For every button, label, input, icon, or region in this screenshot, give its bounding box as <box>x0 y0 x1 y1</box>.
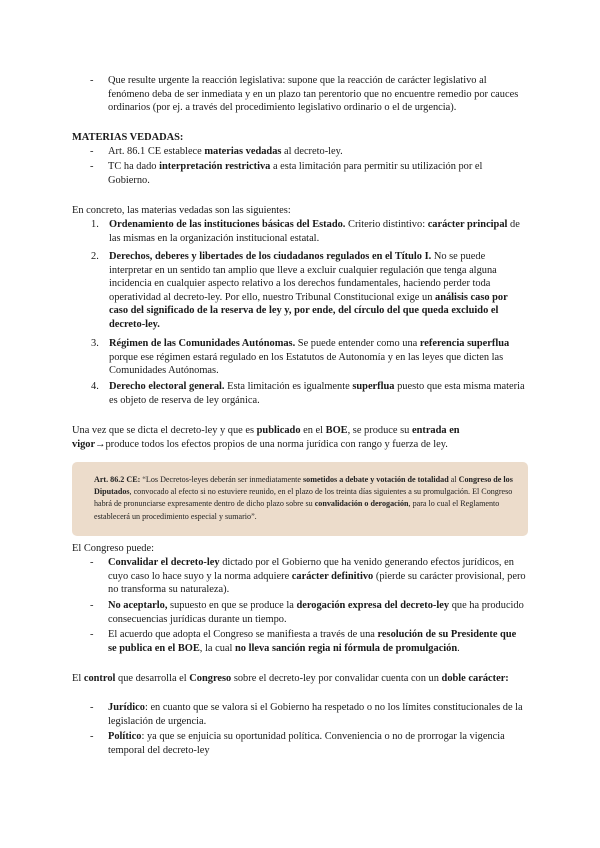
list-item-text: Que resulte urgente la reacción legislativa: supone que la reacción de carácter legislativo al fenómeno deba de ser inmediata y en un plazo tan perentorio que no encuentre remedio por cauces ordinarios (por ej. a través del procedimiento legislativo ordinario o el de urgencia). <box>108 75 519 114</box>
number-marker: 1. <box>91 219 99 230</box>
article-quote-text <box>94 474 514 523</box>
bold-run: Jurídico <box>108 702 145 713</box>
bullet-marker: - <box>90 702 94 713</box>
text-run: , para lo cual el Reglamento establecerá un procedimiento especial y sumario”. <box>94 499 500 521</box>
bullet-marker: - <box>90 75 94 86</box>
bold-run: entrada en vigor <box>72 425 460 450</box>
bullet-marker: - <box>90 629 94 640</box>
paragraph-publicado <box>72 424 528 451</box>
bold-run: No aceptarlo, <box>108 600 168 611</box>
bold-run: Régimen de las Comunidades Autónomas. <box>109 338 296 349</box>
text-run: . <box>457 642 460 654</box>
bold-run: derogación expresa del decreto-ley <box>296 600 450 611</box>
text-run: porque ese régimen estará regulado en los Estatutos de Autonomía y en las leyes que dicten las Comunidades Autónomas. <box>109 351 504 377</box>
bold-run: carácter principal <box>427 219 508 230</box>
numbered-item-text <box>109 250 526 332</box>
text-run: , la cual <box>199 642 235 654</box>
bold-run: carácter definitivo <box>291 570 374 582</box>
section-heading-materias-vedadas: MATERIAS VEDADAS: <box>72 132 184 143</box>
bold-run: BOE <box>325 425 348 436</box>
numbered-item-text <box>109 218 526 245</box>
text-run: al <box>448 475 459 484</box>
bold-run: sometidos a debate y votación de totalidad <box>303 475 449 484</box>
list-item-text <box>108 145 526 159</box>
bullet-marker: - <box>90 161 94 172</box>
text-run: TC ha dado <box>108 161 160 172</box>
number-marker: 3. <box>91 338 99 349</box>
number-marker: 2. <box>91 251 99 262</box>
bullet-marker: - <box>90 731 94 742</box>
text-run: dictado por el Gobierno que ha venido generando efectos jurídicos, en cuyo caso lo hace suyo y la norma adquiere <box>108 557 514 582</box>
bold-run: no lleva sanción regia ni fórmula de promulgación <box>235 642 458 654</box>
bold-run: Art. 86.2 CE: <box>94 475 141 484</box>
text-run: de las mismas en la organización institucional estatal. <box>109 219 520 244</box>
text-run: Art. 86.1 CE establece <box>108 146 205 157</box>
bullet-marker: - <box>90 600 94 611</box>
numbered-item-text <box>109 337 526 378</box>
bold-run: Político <box>108 731 142 742</box>
bold-run: Ordenamiento de las instituciones básicas del Estado. <box>109 219 346 230</box>
text-run: Una vez que se dicta el decreto-ley y que es <box>72 425 257 436</box>
text-run: que ha producido consecuencias jurídicas durante un tiempo. <box>108 600 524 625</box>
bold-run: Derecho electoral general. <box>109 381 225 392</box>
bold-run: Convalidar el decreto-ley <box>108 557 220 568</box>
text-run: “Los Decretos-leyes deberán ser inmediatamente <box>140 475 304 484</box>
text-run: al decreto-ley. <box>281 146 343 157</box>
paragraph-congreso-puede: El Congreso puede: <box>72 543 154 554</box>
bold-run: control <box>83 673 116 684</box>
paragraph-en-concreto: En concreto, las materias vedadas son las siguientes: <box>72 205 291 216</box>
bold-run: Congreso de los Diputados <box>94 475 513 497</box>
list-item-text <box>108 556 526 597</box>
bold-run: interpretación restrictiva <box>159 161 271 172</box>
bullet-marker: - <box>90 557 94 568</box>
text-run: en el <box>300 425 326 436</box>
list-item-text <box>108 160 526 187</box>
text-run: : ya que se enjuicia su oportunidad política. Conveniencia o no de prorrogar la vigencia temporal del decreto-ley <box>108 731 505 756</box>
list-item-text <box>108 599 526 626</box>
bold-run: convalidación o derogación <box>314 499 409 509</box>
article-quote-box <box>72 462 528 536</box>
list-item-text <box>108 628 526 655</box>
text-run: (pierde su carácter provisional, pero no transforma su naturaleza). <box>108 570 526 596</box>
bold-run: superflua <box>352 381 395 392</box>
text-run: Esta limitación es igualmente <box>224 381 353 392</box>
text-run: , convocado al efecto si no estuviere reunido, en el plazo de los treinta días siguientes a su promulgación. El Congreso habrá de pronunciarse expresamente dentro de dicho plazo sobre su <box>94 487 513 509</box>
bullet-marker: - <box>90 146 94 157</box>
bold-run: análisis caso por caso del significado de la reserva de ley y, por ende, del círculo del que queda excluido el decreto-ley. <box>109 291 508 330</box>
number-marker: 4. <box>91 381 99 392</box>
text-run: : en cuanto que se valora si el Gobierno ha respetado o no los límites constitucionales de la legislación de urgencia. <box>108 702 523 727</box>
numbered-item-text <box>109 380 526 407</box>
list-item-text <box>108 730 526 757</box>
bold-run: resolución de su Presidente que se publica en el BOE <box>108 629 517 654</box>
paragraph-control <box>72 672 528 686</box>
text-run: El acuerdo que adopta el Congreso se manifiesta a través de una <box>108 629 378 640</box>
text-run: puesto que esta misma materia es objeto de reserva de ley orgánica. <box>109 381 525 406</box>
bold-run: doble carácter: <box>441 673 509 684</box>
text-run: El <box>72 673 84 684</box>
list-item-text <box>108 701 526 728</box>
text-run: a esta limitación para permitir su utilización por el Gobierno. <box>108 161 483 186</box>
bold-run: Congreso <box>189 673 232 684</box>
text-run: →produce todos los efectos propios de una norma jurídica con rango y fuerza de ley. <box>95 438 448 450</box>
text-run: No se puede interpretar en un sentido tan amplio que lleve a excluir cualquier regulación que tenga alguna incidencia en cualquier aspecto relativo a los derechos fundamentales, haciendo perder toda operatividad al decreto-ley. Por ello, nuestro Tribunal Constitucional exige un <box>109 251 497 303</box>
text-run: Se puede entender como una <box>295 338 420 349</box>
text-run: supuesto en que se produce la <box>167 600 297 611</box>
text-run: que desarrolla el <box>115 673 190 684</box>
text-run: sobre el decreto-ley por convalidar cuenta con un <box>231 673 442 684</box>
bold-run: referencia superflua <box>419 338 510 349</box>
bold-run: Derechos, deberes y libertades de los ciudadanos regulados en el Título I. <box>109 251 432 262</box>
text-run: Criterio distintivo: <box>345 219 428 230</box>
text-run: , se produce su <box>347 425 412 436</box>
bold-run: materias vedadas <box>204 146 282 157</box>
bold-run: publicado <box>256 425 301 436</box>
